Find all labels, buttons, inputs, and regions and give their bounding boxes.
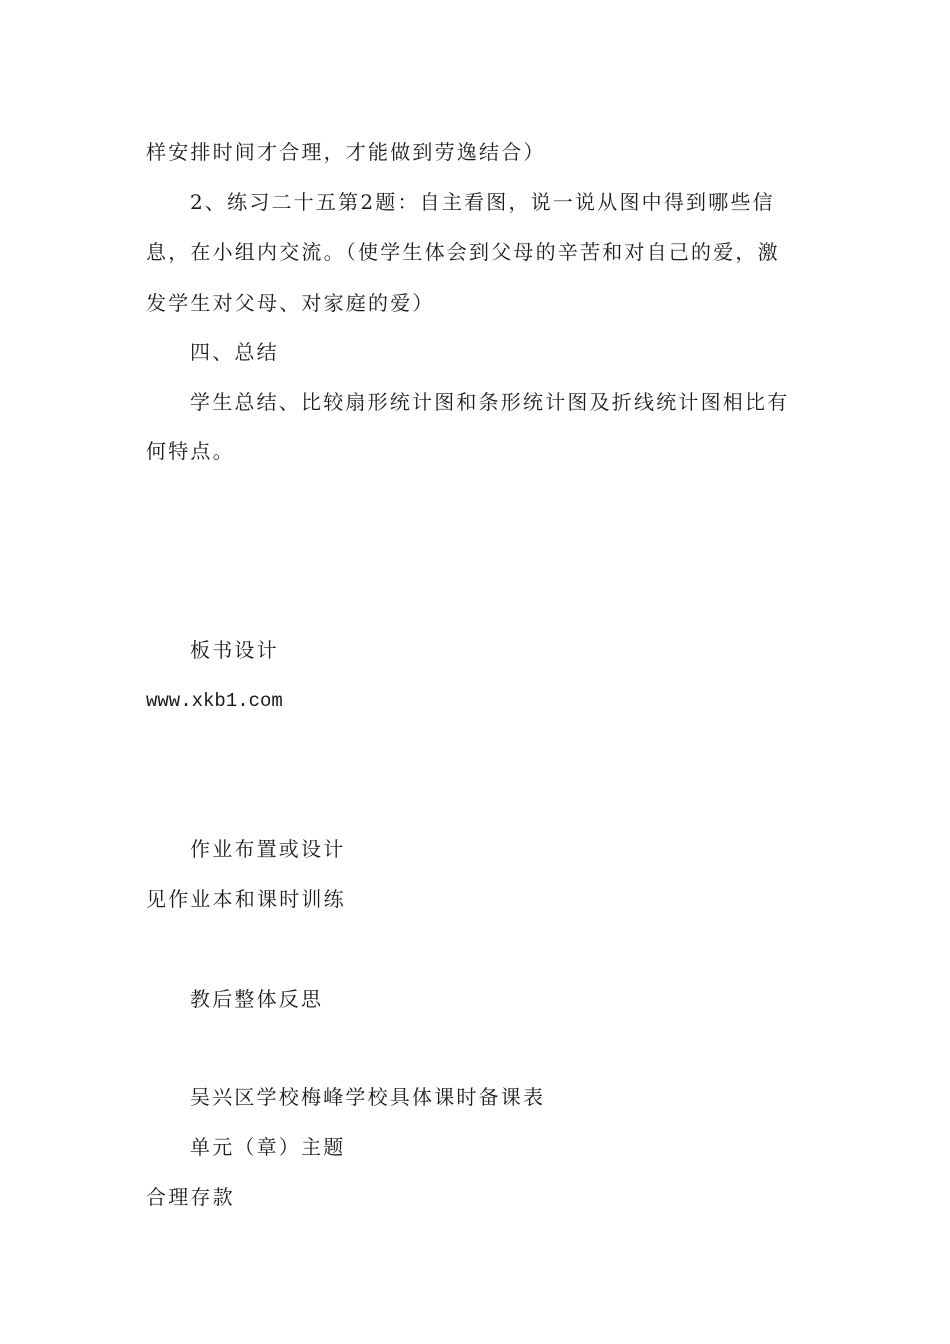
board-design-heading: 板书设计 xyxy=(190,638,279,662)
paragraph-line-3: 息，在小组内交流。（使学生体会到父母的辛苦和对自己的爱，激 xyxy=(146,240,780,264)
paragraph-line-4: 发学生对父母、对家庭的爱） xyxy=(146,291,435,315)
homework-heading: 作业布置或设计 xyxy=(190,837,346,861)
website-text: www.xkb1.com xyxy=(146,690,283,712)
summary-line-2: 何特点。 xyxy=(146,439,235,463)
paragraph-line-1: 样安排时间才合理，才能做到劳逸结合） xyxy=(146,140,546,164)
reflection-heading: 教后整体反思 xyxy=(190,987,324,1011)
school-table-title: 吴兴区学校梅峰学校具体课时备课表 xyxy=(190,1085,546,1109)
unit-heading: 单元（章）主题 xyxy=(190,1135,346,1159)
exercise-item-2: 2、练习二十五第2题：自主看图，说一说从图中得到哪些信 xyxy=(190,190,775,214)
section-heading-summary: 四、总结 xyxy=(190,340,279,364)
unit-title: 合理存款 xyxy=(146,1185,235,1209)
homework-text: 见作业本和课时训练 xyxy=(146,887,346,911)
summary-line-1: 学生总结、比较扇形统计图和条形统计图及折线统计图相比有 xyxy=(190,390,790,414)
